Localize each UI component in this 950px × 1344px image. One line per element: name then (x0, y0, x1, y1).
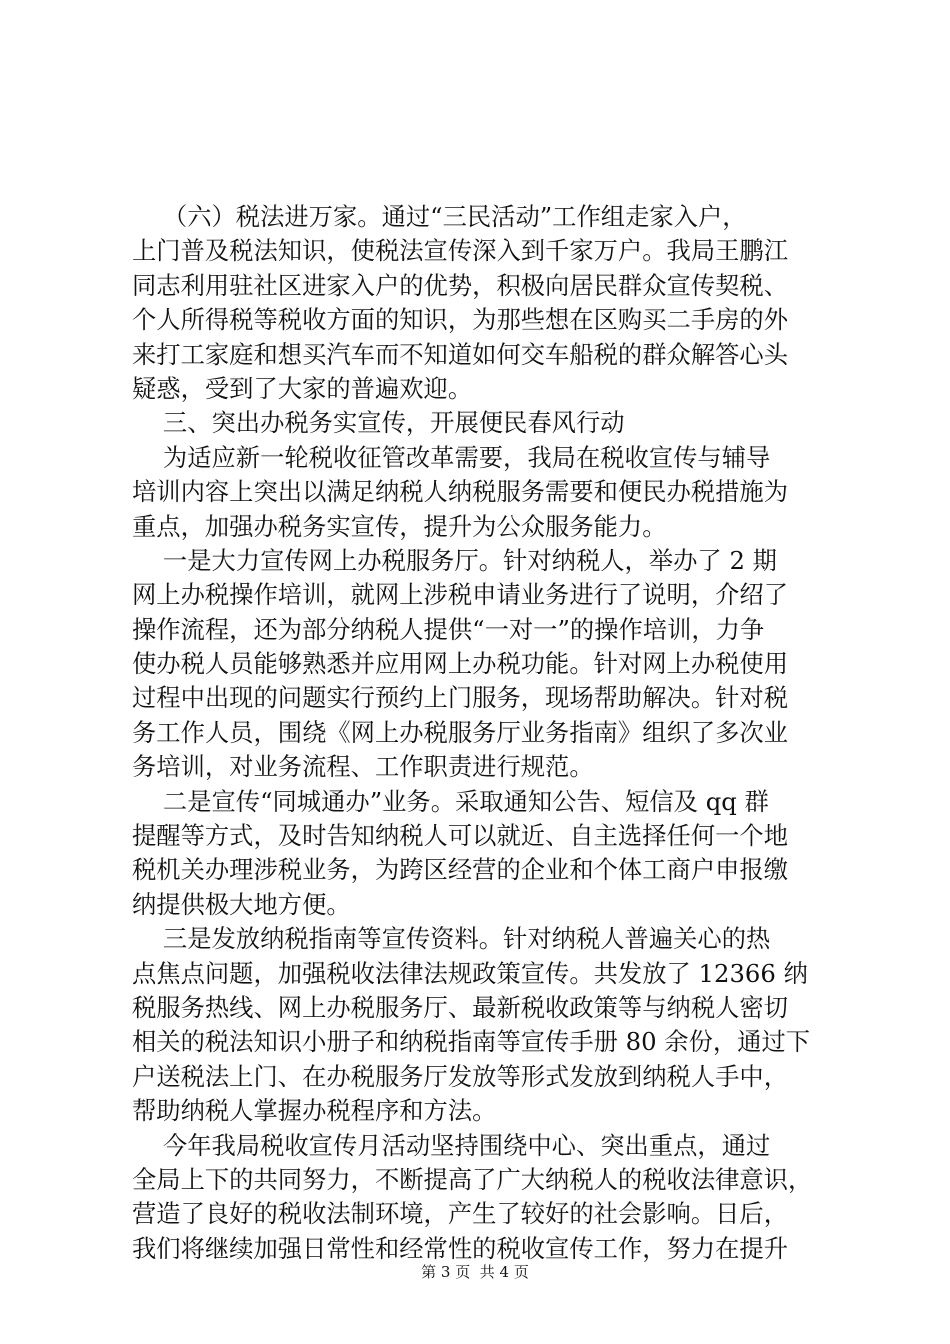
text-line: 一是大力宣传网上办税服务厅。针对纳税人，举办了 2 期 (132, 545, 777, 575)
text-line: （六）税法进万家。通过“三民活动”工作组走家入户， (132, 202, 747, 231)
text-line: 上门普及税法知识，使税法宣传深入到千家万户。我局王鹏江 (132, 236, 789, 266)
text-line: 二是宣传“同城通办”业务。采取通知公告、短信及 qq 群 (132, 786, 769, 816)
text-line: 使办税人员能够熟悉并应用网上办税功能。针对网上办税使用 (132, 649, 789, 679)
text-line: 纳提供极大地方便。 (132, 889, 351, 919)
text-line: 点焦点问题，加强税收法律法规政策宣传。共发放了 12366 纳 (132, 958, 808, 988)
page-number-footer: 第 3 页 共 4 页 (421, 1263, 529, 1281)
text-line: 三、突出办税务实宣传，开展便民春风行动 (132, 408, 625, 438)
text-line: 相关的税法知识小册子和纳税指南等宣传手册 80 余份，通过下 (132, 1027, 811, 1057)
text-line: 重点，加强办税务实宣传，提升为公众服务能力。 (132, 511, 667, 541)
text-line: 税机关办理涉税业务，为跨区经营的企业和个体工商户申报缴 (132, 855, 789, 885)
text-line: 网上办税操作培训，就网上涉税申请业务进行了说明，介绍了 (132, 580, 789, 610)
text-line: 过程中出现的问题实行预约上门服务，现场帮助解决。针对税 (132, 683, 789, 713)
text-line: 我们将继续加强日常性和经常性的税收宣传工作，努力在提升 (132, 1233, 789, 1263)
text-line: 疑惑，受到了大家的普遍欢迎。 (132, 373, 473, 403)
text-line: 同志利用驻社区进家入户的优势，积极向居民群众宣传契税、 (132, 270, 789, 300)
body-text (132, 200, 832, 1266)
text-line: 务培训，对业务流程、工作职责进行规范。 (132, 752, 594, 782)
text-line: 务工作人员，围绕《网上办税服务厅业务指南》组织了多次业 (132, 717, 789, 747)
text-line: 户送税法上门、在办税服务厅发放等形式发放到纳税人手中， (132, 1061, 789, 1091)
text-line: 今年我局税收宣传月活动坚持围绕中心、突出重点，通过 (132, 1130, 771, 1160)
text-line: 个人所得税等税收方面的知识，为那些想在区购买二手房的外 (132, 305, 789, 335)
text-line: 培训内容上突出以满足纳税人纳税服务需要和便民办税措施为 (132, 477, 789, 507)
text-line: 全局上下的共同努力，不断提高了广大纳税人的税收法律意识， (132, 1164, 813, 1194)
text-line: 来打工家庭和想买汽车而不知道如何交车船税的群众解答心头 (132, 339, 789, 369)
text-line: 操作流程，还为部分纳税人提供“一对一”的操作培训，力争 (132, 614, 765, 644)
text-line: 税服务热线、网上办税服务厅、最新税收政策等与纳税人密切 (132, 992, 789, 1022)
text-line: 提醒等方式，及时告知纳税人可以就近、自主选择任何一个地 (132, 821, 789, 851)
text-line: 三是发放纳税指南等宣传资料。针对纳税人普遍关心的热 (132, 924, 771, 954)
text-line: 营造了良好的税收法制环境，产生了较好的社会影响。日后， (132, 1199, 789, 1229)
text-line: 帮助纳税人掌握办税程序和方法。 (132, 1096, 497, 1126)
text-line: 为适应新一轮税收征管改革需要，我局在税收宣传与辅导 (132, 442, 771, 472)
